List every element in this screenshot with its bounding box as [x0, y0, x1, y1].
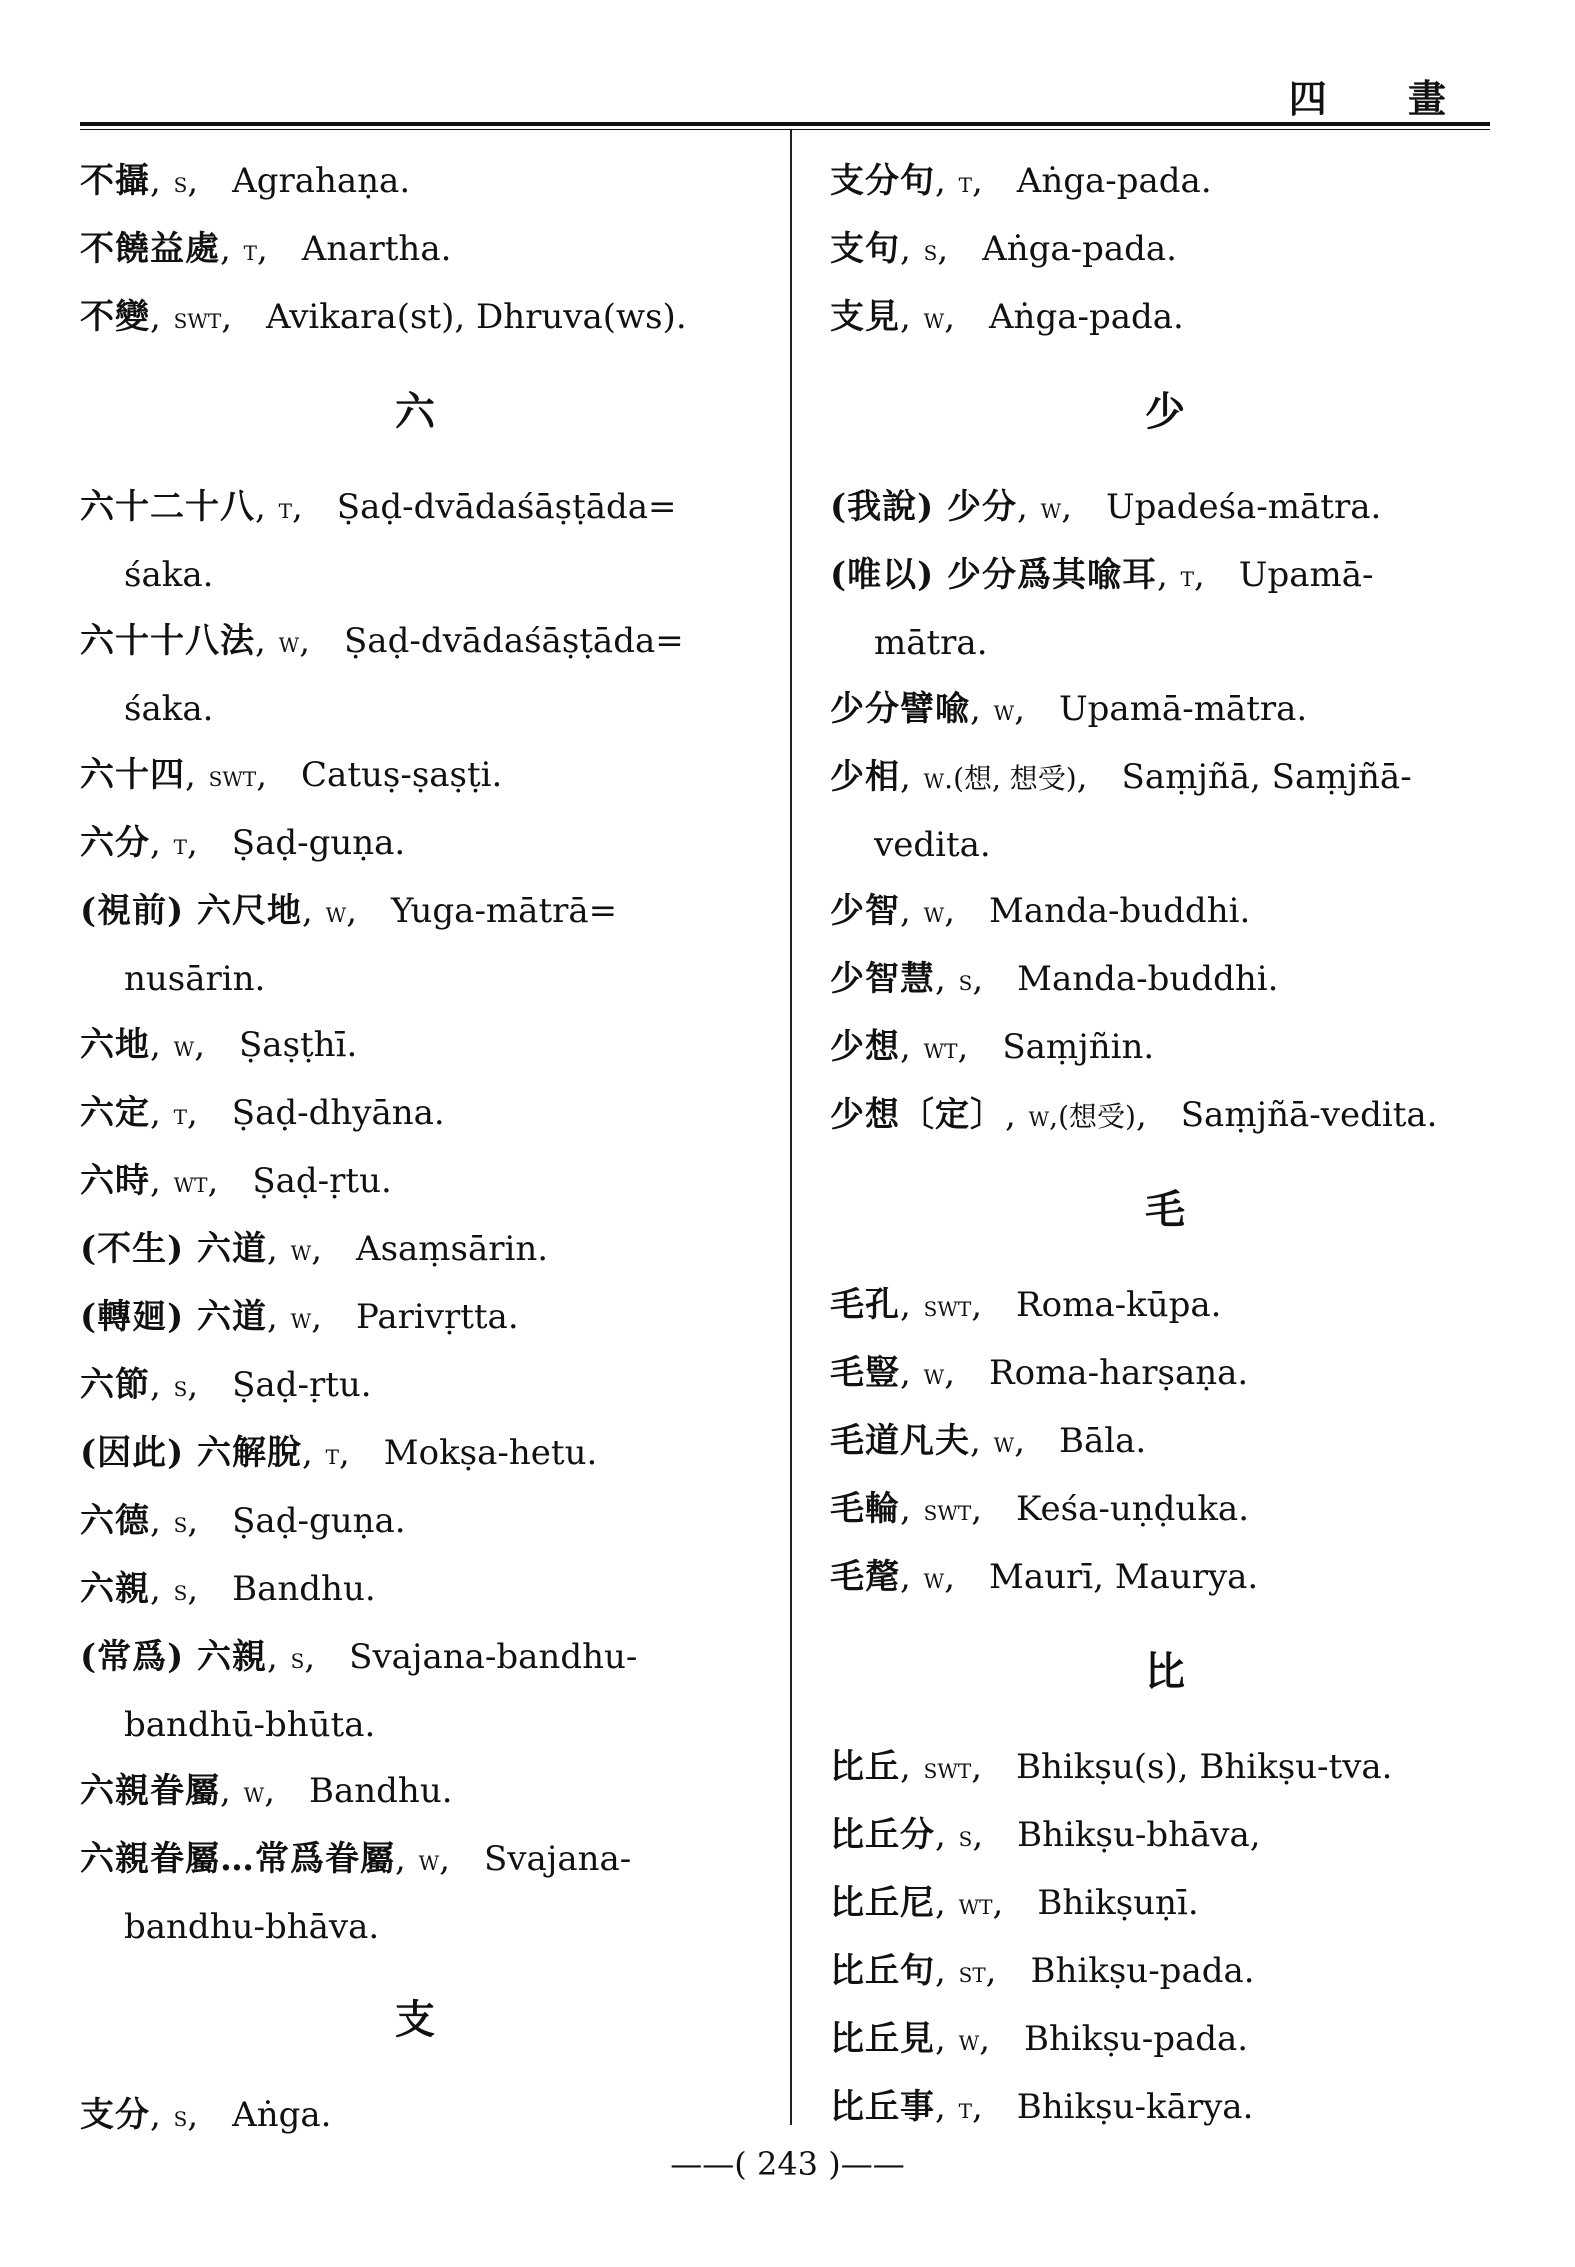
dictionary-entry: 六定, t, Ṣaḍ-dhyāna. [80, 1093, 445, 1133]
entry-term: 六親 [80, 1569, 150, 1609]
entry-sanskrit: Saṃjñin. [1002, 1027, 1155, 1067]
entry-term: 比丘句 [830, 1951, 935, 1991]
entry-term: 支分句 [830, 161, 935, 201]
entry-term: 六德 [80, 1501, 150, 1541]
dictionary-entry: 少分譬喩, w, Upamā-mātra. [830, 689, 1308, 729]
entry-sanskrit: Svajana- [484, 1839, 632, 1879]
entry-term: 毛輪 [830, 1489, 900, 1529]
entry-sanskrit: Bāla. [1059, 1421, 1147, 1461]
dictionary-entry: 毛孔, swt, Roma-kūpa. [830, 1285, 1222, 1325]
dictionary-entry: (唯以) 少分爲其喩耳, t, Upamā- mātra. [830, 542, 1500, 676]
entry-term: 少分譬喩 [830, 689, 970, 729]
entry-sanskrit: Avikara(st), Dhruva(ws). [266, 297, 687, 337]
entry-source: s [958, 964, 973, 997]
right-column [830, 148, 1500, 2142]
entry-term: (轉廻) 六道 [80, 1297, 268, 1337]
entry-sanskrit: Roma-kūpa. [1016, 1285, 1222, 1325]
entry-term: 少智慧 [830, 959, 935, 999]
entry-term: 毛豎 [830, 1353, 900, 1393]
header-rule-thick [80, 122, 1490, 126]
entry-source: swt [173, 302, 222, 335]
entry-sanskrit: Ṣaḍ-dvādaśāṣṭāda= [344, 621, 684, 661]
entry-sanskrit: Yuga-mātrā= [391, 891, 618, 931]
entry-term: (我說) 少分 [830, 487, 1018, 527]
dictionary-entry: 六十十八法, w, Ṣaḍ-dvādaśāṣṭāda= śaka. [80, 608, 750, 742]
dictionary-entry: 毛氂, w, Maurī, Maurya. [830, 1557, 1259, 1597]
dictionary-entry: 六十四, swt, Catuṣ-ṣaṣṭi. [80, 755, 503, 795]
dictionary-entry: 少想〔定〕, w,(想受), Saṃjñā-vedita. [830, 1095, 1438, 1135]
entry-continuation: nusārin. [124, 959, 266, 999]
dictionary-entry: 六地, w, Ṣaṣṭhī. [80, 1025, 358, 1065]
entry-sanskrit: Agrahaṇa. [232, 161, 411, 201]
entry-sanskrit: Ṣaḍ-guṇa. [231, 823, 406, 863]
dictionary-entry: 六德, s, Ṣaḍ-guṇa. [80, 1501, 406, 1541]
entry-term: 六十二十八 [80, 487, 255, 527]
dictionary-entry: (我說) 少分, w, Upadeśa-mātra. [830, 487, 1382, 527]
dictionary-entry: (常爲) 六親, s, Svajana-bandhu- bandhū-bhūta. [80, 1624, 750, 1758]
dictionary-entry: 六十二十八, t, Ṣaḍ-dvādaśāṣṭāda= śaka. [80, 474, 750, 608]
dictionary-entry: 比丘見, w, Bhikṣu-pada. [830, 2019, 1249, 2059]
entry-term: 不饒益處 [80, 229, 220, 269]
entry-source: w [923, 1562, 945, 1595]
dictionary-entry: 六親眷屬, w, Bandhu. [80, 1771, 453, 1811]
dictionary-entry: 不饒益處, t, Anartha. [80, 229, 452, 269]
dictionary-entry: 少智, w, Manda-buddhi. [830, 891, 1251, 931]
entry-sanskrit: Ṣaḍ-ṛtu. [252, 1161, 392, 1201]
entry-continuation: bandhū-bhūta. [124, 1705, 376, 1745]
entry-sanskrit: Mokṣa-hetu. [383, 1433, 598, 1473]
entry-continuation: śaka. [124, 689, 214, 729]
entry-sanskrit: Svajana-bandhu- [349, 1637, 638, 1677]
dictionary-entry: 毛豎, w, Roma-harṣaṇa. [830, 1353, 1249, 1393]
entry-term: 六節 [80, 1365, 150, 1405]
entry-sanskrit: Saṃjñā, Saṃjñā- [1121, 757, 1412, 797]
entry-sanskrit: Bhikṣu(s), Bhikṣu-tva. [1016, 1747, 1393, 1787]
entry-term: 六親眷屬…常爲眷屬 [80, 1839, 395, 1879]
entry-source: w [993, 694, 1015, 727]
entry-continuation: vedita. [874, 825, 991, 865]
entry-term: 比丘分 [830, 1815, 935, 1855]
entry-source: w [923, 896, 945, 929]
entry-source: w [325, 896, 347, 929]
entry-term: 六十十八法 [80, 621, 255, 661]
entry-term: (常爲) 六親 [80, 1637, 268, 1677]
entry-term: 六地 [80, 1025, 150, 1065]
entry-sanskrit: Ṣaḍ-dhyāna. [231, 1093, 445, 1133]
entry-sanskrit: Catuṣ-ṣaṣṭi. [301, 755, 503, 795]
entry-source: w [923, 302, 945, 335]
entry-term: 少想 [830, 1027, 900, 1067]
entry-source: s [173, 1506, 188, 1539]
entry-source: t [325, 1438, 339, 1471]
entry-source: s [173, 1574, 188, 1607]
entry-source: wt [923, 1032, 958, 1065]
entry-source: s [173, 166, 188, 199]
entry-term: 支見 [830, 297, 900, 337]
entry-source: s [290, 1642, 305, 1675]
dictionary-entry: (因此) 六解脫, t, Mokṣa-hetu. [80, 1433, 598, 1473]
dictionary-entry: 毛道凡夫, w, Bāla. [830, 1421, 1147, 1461]
entry-term: 比丘事 [830, 2087, 935, 2127]
entry-sanskrit: Aṅga-pada. [989, 297, 1184, 337]
entry-source: w [278, 626, 300, 659]
page-header-title: 四 畫 [1288, 76, 1480, 121]
entry-term: 毛道凡夫 [830, 1421, 970, 1461]
entry-sanskrit: Aṅga-pada. [1016, 161, 1212, 201]
entry-source: swt [923, 1494, 972, 1527]
section-heading: 少 [1145, 388, 1185, 435]
section-heading: 支 [395, 1996, 435, 2043]
entry-term: 少相 [830, 757, 900, 797]
entry-source: w [290, 1234, 312, 1267]
dictionary-entry: 支句, s, Aṅga-pada. [830, 229, 1177, 269]
entry-sanskrit: Upamā-mātra. [1059, 689, 1308, 729]
entry-term: 六親眷屬 [80, 1771, 220, 1811]
entry-sanskrit: Upamā- [1238, 555, 1374, 595]
entry-sanskrit: Manda-buddhi. [989, 891, 1251, 931]
left-column [80, 148, 750, 2150]
entry-source: w,(想受) [1028, 1100, 1136, 1133]
dictionary-entry: 比丘句, st, Bhikṣu-pada. [830, 1951, 1255, 1991]
entry-term: 毛氂 [830, 1557, 900, 1597]
entry-term: 毛孔 [830, 1285, 900, 1325]
entry-source: t [243, 234, 257, 267]
section-heading: 毛 [1145, 1186, 1185, 1233]
entry-continuation: śaka. [124, 555, 214, 595]
entry-term: 六時 [80, 1161, 150, 1201]
entry-sanskrit: Anartha. [301, 229, 452, 269]
entry-source: w [993, 1426, 1015, 1459]
dictionary-entry: 六親, s, Bandhu. [80, 1569, 376, 1609]
entry-sanskrit: Bhikṣu-pada. [1030, 1951, 1255, 1991]
entry-sanskrit: Manda-buddhi. [1017, 959, 1279, 999]
entry-sanskrit: Bandhu. [309, 1771, 453, 1811]
entry-term: 不攝 [80, 161, 150, 201]
dictionary-entry: 支分, s, Aṅga. [80, 2095, 332, 2135]
dictionary-entry: (不生) 六道, w, Asaṃsārin. [80, 1229, 549, 1269]
entry-source: t [278, 492, 292, 525]
dictionary-entry: 毛輪, swt, Keśa-uṇḍuka. [830, 1489, 1249, 1529]
entry-term: (因此) 六解脫 [80, 1433, 303, 1473]
entry-source: s [958, 1820, 973, 1853]
entry-term: 比丘見 [830, 2019, 935, 2059]
section-heading: 比 [1145, 1648, 1185, 1695]
dictionary-entry: 比丘事, t, Bhikṣu-kārya. [830, 2087, 1254, 2127]
entry-sanskrit: Bandhu. [232, 1569, 376, 1609]
entry-source: t [958, 2092, 972, 2125]
entry-sanskrit: Bhikṣu-pada. [1024, 2019, 1249, 2059]
entry-term: 少智 [830, 891, 900, 931]
dictionary-entry: 六分, t, Ṣaḍ-guṇa. [80, 823, 406, 863]
dictionary-entry: 六親眷屬…常爲眷屬, w, Svajana- bandhu-bhāva. [80, 1826, 750, 1960]
header-rule-thin [80, 129, 1490, 130]
entry-source: w [173, 1030, 195, 1063]
dictionary-entry: 六時, wt, Ṣaḍ-ṛtu. [80, 1161, 392, 1201]
entry-term: (視前) 六尺地 [80, 891, 303, 931]
entry-source: t [1180, 560, 1194, 593]
entry-term: 比丘 [830, 1747, 900, 1787]
entry-source: t [958, 166, 972, 199]
entry-term: 六分 [80, 823, 150, 863]
entry-sanskrit: Asaṃsārin. [356, 1229, 549, 1269]
entry-source: wt [958, 1888, 993, 1921]
entry-sanskrit: Aṅga. [232, 2095, 332, 2135]
dictionary-entry: 少想, wt, Saṃjñin. [830, 1027, 1155, 1067]
dictionary-entry: 支分句, t, Aṅga-pada. [830, 161, 1212, 201]
entry-sanskrit: Ṣaṣṭhī. [239, 1025, 358, 1065]
entry-sanskrit: Maurī, Maurya. [989, 1557, 1259, 1597]
entry-continuation: bandhu-bhāva. [124, 1907, 380, 1947]
dictionary-entry: 少智慧, s, Manda-buddhi. [830, 959, 1279, 999]
dictionary-entry: 不變, swt, Avikara(st), Dhruva(ws). [80, 297, 687, 337]
entry-term: 支分 [80, 2095, 150, 2135]
entry-sanskrit: Ṣaḍ-ṛtu. [232, 1365, 372, 1405]
entry-source: wt [173, 1166, 208, 1199]
entry-source: t [173, 1098, 187, 1131]
entry-source: swt [923, 1752, 972, 1785]
entry-term: 少想〔定〕 [830, 1095, 1005, 1135]
dictionary-entry: 支見, w, Aṅga-pada. [830, 297, 1184, 337]
entry-source: w [1040, 492, 1062, 525]
entry-sanskrit: Saṃjñā-vedita. [1180, 1095, 1438, 1135]
entry-sanskrit: Bhikṣuṇī. [1037, 1883, 1199, 1923]
entry-term: (不生) 六道 [80, 1229, 268, 1269]
entry-source: st [958, 1956, 986, 1989]
entry-term: 六十四 [80, 755, 185, 795]
entry-term: 六定 [80, 1093, 150, 1133]
dictionary-entry: (轉廻) 六道, w, Parivṛtta. [80, 1297, 519, 1337]
entry-sanskrit: Bhikṣu-bhāva, [1017, 1815, 1261, 1855]
entry-source: swt [208, 760, 257, 793]
dictionary-entry: 比丘, swt, Bhikṣu(s), Bhikṣu-tva. [830, 1747, 1393, 1787]
dictionary-entry: 少相, w.(想, 想受), Saṃjñā, Saṃjñā- vedita. [830, 744, 1500, 878]
entry-term: 不變 [80, 297, 150, 337]
dictionary-entry: 不攝, s, Agrahaṇa. [80, 161, 411, 201]
entry-source: w [418, 1844, 440, 1877]
section-heading: 六 [395, 388, 435, 435]
entry-term: 支句 [830, 229, 900, 269]
entry-source: s [173, 1370, 188, 1403]
entry-source: w [290, 1302, 312, 1335]
entry-sanskrit: Roma-harṣaṇa. [989, 1353, 1249, 1393]
dictionary-entry: (視前) 六尺地, w, Yuga-mātrā= nusārin. [80, 878, 750, 1012]
entry-source: swt [923, 1290, 972, 1323]
entry-source: w [958, 2024, 980, 2057]
dictionary-entry: 比丘分, s, Bhikṣu-bhāva, [830, 1815, 1261, 1855]
dictionary-entry: 比丘尼, wt, Bhikṣuṇī. [830, 1883, 1199, 1923]
entry-sanskrit: Ṣaḍ-guṇa. [232, 1501, 406, 1541]
entry-sanskrit: Keśa-uṇḍuka. [1016, 1489, 1249, 1529]
entry-source: s [923, 234, 938, 267]
entry-term: (唯以) 少分爲其喩耳 [830, 555, 1158, 595]
column-divider [790, 130, 792, 2125]
entry-sanskrit: Aṅga-pada. [982, 229, 1177, 269]
page-number: ——( 243 )—— [670, 2145, 905, 2183]
entry-source: w [923, 1358, 945, 1391]
entry-source: w [243, 1776, 265, 1809]
entry-source: t [173, 828, 187, 861]
entry-sanskrit: Upadeśa-mātra. [1106, 487, 1382, 527]
entry-source: w.(想, 想受) [923, 762, 1077, 795]
entry-sanskrit: Bhikṣu-kārya. [1016, 2087, 1254, 2127]
entry-continuation: mātra. [874, 623, 988, 663]
entry-sanskrit: Ṣaḍ-dvādaśāṣṭāda= [336, 487, 677, 527]
dictionary-entry: 六節, s, Ṣaḍ-ṛtu. [80, 1365, 372, 1405]
entry-term: 比丘尼 [830, 1883, 935, 1923]
entry-sanskrit: Parivṛtta. [356, 1297, 519, 1337]
entry-source: s [173, 2100, 188, 2133]
